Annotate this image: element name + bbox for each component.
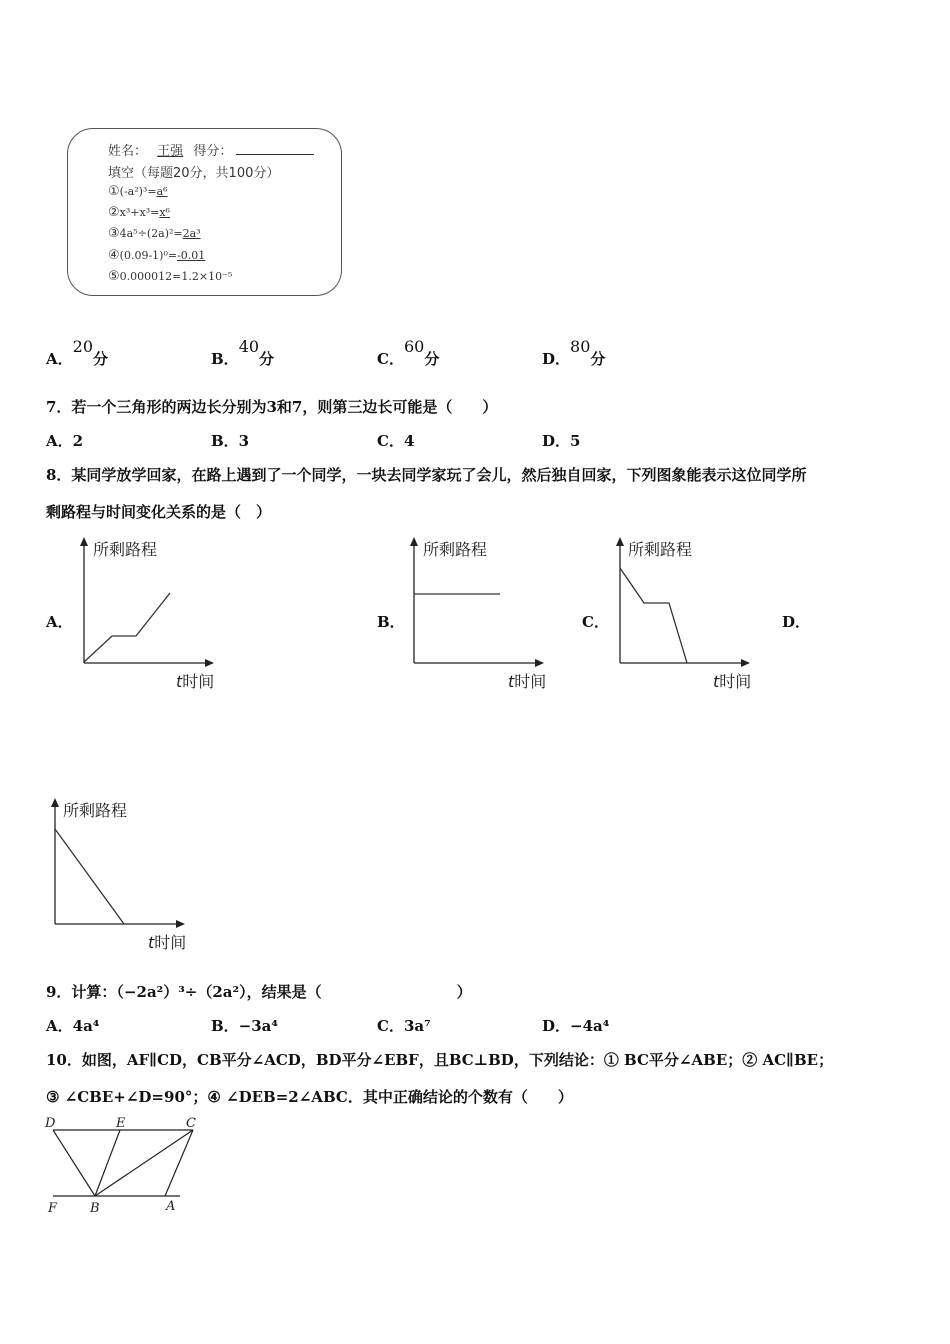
q6-option-d[interactable] (542, 337, 606, 369)
item-index: ① (108, 184, 120, 199)
point-e-label: E (116, 1116, 126, 1131)
score-label: 得分： (193, 144, 233, 159)
q7-stem: 7．若一个三角形的两边长分别为3和7，则第三边长可能是（ ） (46, 398, 498, 416)
q9-option-b[interactable]: B．−3a⁴ (211, 1017, 278, 1035)
item-expr: 4a⁵÷(2a)²= (119, 227, 183, 240)
item-expr: 0.000012=1.2×10⁻⁵ (119, 270, 233, 283)
item-expr: (-a²)³= (119, 185, 157, 198)
graph-b-y-label: 所剩路程 (423, 540, 488, 559)
card-item-1 (108, 184, 168, 199)
q7-option-d[interactable]: D．5 (542, 432, 581, 450)
t-symbol: t (176, 672, 183, 691)
item-answer: x⁶ (159, 206, 170, 219)
card-name-row (108, 140, 314, 159)
point-b-label: B (90, 1201, 100, 1216)
item-index: ② (108, 205, 120, 220)
q9-stem: 9．计算：（−2a²）³÷（2a²），结果是（ ） (46, 983, 472, 1001)
line-cb (95, 1130, 193, 1196)
x-label-text: 时间 (514, 672, 547, 691)
graph-c-x-label (713, 669, 751, 692)
q7-option-a[interactable]: A．2 (46, 432, 84, 450)
item-answer: 2a³ (182, 227, 201, 240)
t-symbol: t (508, 672, 515, 691)
item-index: ⑤ (108, 269, 120, 284)
q10-stem-line1: 10．如图，AF∥CD，CB平分∠ACD，BD平分∠EBF，且BC⊥BD，下列结论：① BC平分∠ABE；② AC∥BE； (46, 1051, 834, 1069)
card-item-3 (108, 226, 201, 241)
name-value: 王强 (157, 144, 184, 159)
q8-option-c[interactable]: C． (582, 613, 609, 631)
option-unit: 分 (259, 350, 275, 368)
q9-option-d[interactable]: D．−4a⁴ (542, 1017, 610, 1035)
q7-option-c[interactable]: C．4 (377, 432, 415, 450)
name-label: 姓名： (108, 144, 148, 159)
line-db (53, 1130, 95, 1196)
q8-stem-line1: 8．某同学放学回家，在路上遇到了一个同学，一块去同学家玩了会儿，然后独自回家，下列图象能表示这位同学所 (46, 466, 807, 484)
option-value: 20 (72, 337, 93, 356)
point-f-label: F (48, 1201, 58, 1216)
graph-d-x-label (148, 930, 186, 953)
x-label-text: 时间 (719, 672, 752, 691)
option-letter: A． (46, 350, 73, 368)
graph-a-line (84, 593, 170, 662)
item-answer: -0.01 (177, 249, 206, 262)
graph-c-y-label: 所剩路程 (628, 540, 693, 559)
t-symbol: t (713, 672, 720, 691)
point-a-label: A (166, 1199, 176, 1214)
q7-option-b[interactable]: B．3 (211, 432, 250, 450)
q10-stem-line2: ③ ∠CBE+∠D=90°；④ ∠DEB=2∠ABC．其中正确结论的个数有（ ） (46, 1088, 573, 1106)
option-unit: 分 (424, 350, 440, 368)
point-d-label: D (45, 1116, 56, 1131)
point-c-label: C (186, 1116, 196, 1131)
card-item-4 (108, 248, 205, 263)
q8-option-a[interactable]: A． (46, 613, 73, 631)
option-value: 80 (570, 337, 591, 356)
q8-stem-line2: 剩路程与时间变化关系的是（ ） (46, 503, 272, 521)
x-label-text: 时间 (154, 933, 187, 952)
graph-a-x-label (176, 669, 214, 692)
option-letter: C． (377, 350, 404, 368)
item-index: ③ (108, 226, 120, 241)
option-letter: D． (542, 350, 571, 368)
x-label-text: 时间 (182, 672, 215, 691)
q6-option-b[interactable] (211, 337, 275, 369)
q10-figure (40, 1110, 210, 1220)
q9-option-a[interactable]: A．4a⁴ (46, 1017, 100, 1035)
q8-option-b[interactable]: B． (377, 613, 405, 631)
card-title: 填空（每题20分，共100分） (108, 166, 280, 181)
option-letter: B． (211, 350, 239, 368)
score-blank (236, 154, 314, 155)
item-index: ④ (108, 248, 120, 263)
q9-option-c[interactable]: C．3a⁷ (377, 1017, 431, 1035)
graph-c-line (620, 568, 687, 663)
card-item-5 (108, 269, 232, 284)
item-answer: a⁶ (156, 185, 168, 198)
graph-d-y-label: 所剩路程 (63, 801, 128, 820)
graph-a-y-label: 所剩路程 (93, 540, 158, 559)
graph-b-x-label (508, 669, 546, 692)
q6-option-c[interactable] (377, 337, 440, 369)
option-value: 60 (403, 337, 425, 356)
t-symbol: t (148, 933, 155, 952)
q8-option-d[interactable]: D． (782, 613, 811, 631)
option-unit: 分 (590, 350, 606, 368)
item-expr: (0.09-1)⁰= (119, 249, 178, 262)
item-expr: x³+x³= (119, 206, 160, 219)
option-value: 40 (238, 337, 260, 356)
option-unit: 分 (93, 350, 109, 368)
q6-option-a[interactable] (46, 337, 109, 369)
graph-d-line (55, 829, 124, 924)
line-eb (95, 1130, 120, 1196)
card-item-2 (108, 205, 170, 220)
